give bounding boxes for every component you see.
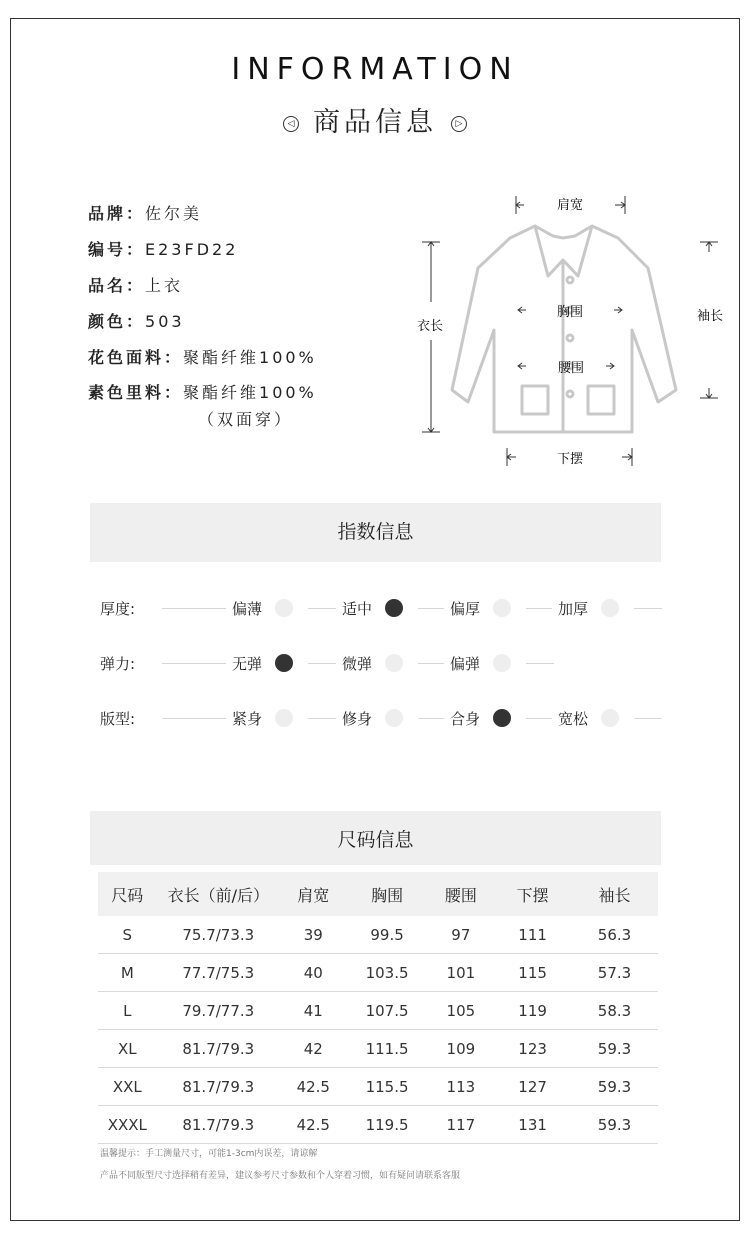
label-length: 衣长 <box>416 319 444 334</box>
note-measurement: 温馨提示：手工测量尺寸，可能1-3cm内误差，请谅解 <box>100 1149 318 1159</box>
size-cell: 81.7/79.3 <box>157 1030 280 1068</box>
table-row <box>98 992 658 1030</box>
selected-dot-icon <box>385 599 403 617</box>
index-option-无弹: 无弹 <box>232 655 263 673</box>
size-cell: 119 <box>494 992 571 1030</box>
size-cell: XXL <box>98 1068 157 1106</box>
size-cell: 103.5 <box>347 954 428 992</box>
size-cell: 127 <box>494 1068 571 1106</box>
size-header-cell: 尺码 <box>98 872 157 916</box>
size-cell: 99.5 <box>347 916 428 954</box>
index-option-偏厚: 偏厚 <box>450 600 481 618</box>
size-cell: 59.3 <box>571 1030 658 1068</box>
info-lining: 素色里料：聚酯纤维100% <box>88 383 317 402</box>
size-cell: 42.5 <box>280 1106 347 1144</box>
jacket-diagram <box>410 190 740 480</box>
left-arrow-icon: ◁ <box>283 116 299 132</box>
size-cell: 115 <box>494 954 571 992</box>
size-cell: 56.3 <box>571 916 658 954</box>
size-cell: 41 <box>280 992 347 1030</box>
size-cell: S <box>98 916 157 954</box>
label-waist: 腰围 <box>557 361 585 376</box>
size-cell: 59.3 <box>571 1068 658 1106</box>
size-cell: L <box>98 992 157 1030</box>
info-brand: 品牌：佐尔美 <box>88 204 203 223</box>
size-cell: 131 <box>494 1106 571 1144</box>
label-sleeve: 袖长 <box>696 309 724 324</box>
size-cell: 42.5 <box>280 1068 347 1106</box>
label-shoulder: 肩宽 <box>556 198 584 213</box>
index-option-加厚: 加厚 <box>558 600 589 618</box>
size-table-body <box>98 916 658 1144</box>
size-cell: 123 <box>494 1030 571 1068</box>
size-cell: 115.5 <box>347 1068 428 1106</box>
size-table <box>98 872 658 1144</box>
info-lining-note: （双面穿） <box>198 410 294 429</box>
size-cell: 58.3 <box>571 992 658 1030</box>
size-cell: 105 <box>428 992 495 1030</box>
size-cell: 75.7/73.3 <box>157 916 280 954</box>
index-option-偏弹: 偏弹 <box>450 655 481 673</box>
info-color: 颜色：503 <box>88 312 185 331</box>
size-header-cell: 肩宽 <box>280 872 347 916</box>
label-hem: 下摆 <box>556 452 584 467</box>
table-row <box>98 1106 658 1144</box>
unselected-dot-icon <box>275 709 293 727</box>
index-option-修身: 修身 <box>342 710 373 728</box>
size-cell: XL <box>98 1030 157 1068</box>
index-row-label: 弹力: <box>100 655 136 673</box>
size-cell: 79.7/77.3 <box>157 992 280 1030</box>
size-cell: 42 <box>280 1030 347 1068</box>
selected-dot-icon <box>275 654 293 672</box>
size-cell: 81.7/79.3 <box>157 1106 280 1144</box>
info-code: 编号：E23FD22 <box>88 240 239 259</box>
info-fabric: 花色面料：聚酯纤维100% <box>88 348 317 367</box>
unselected-dot-icon <box>493 599 511 617</box>
size-cell: 117 <box>428 1106 495 1144</box>
index-option-合身: 合身 <box>450 710 481 728</box>
index-option-微弹: 微弹 <box>342 655 373 673</box>
size-cell: 77.7/75.3 <box>157 954 280 992</box>
size-section-title: 尺码信息 <box>90 811 661 865</box>
size-cell: 111 <box>494 916 571 954</box>
size-cell: M <box>98 954 157 992</box>
size-cell: 39 <box>280 916 347 954</box>
table-row <box>98 1030 658 1068</box>
size-cell: 40 <box>280 954 347 992</box>
index-option-偏薄: 偏薄 <box>232 600 263 618</box>
table-row <box>98 954 658 992</box>
size-cell: 109 <box>428 1030 495 1068</box>
size-header-cell: 衣长（前/后） <box>157 872 280 916</box>
size-header-cell: 腰围 <box>428 872 495 916</box>
index-option-紧身: 紧身 <box>232 710 263 728</box>
selected-dot-icon <box>493 709 511 727</box>
unselected-dot-icon <box>493 654 511 672</box>
size-cell: XXXL <box>98 1106 157 1144</box>
note-size-advice: 产品不同版型尺寸选择稍有差异，建议参考尺寸参数和个人穿着习惯，如有疑问请联系客服 <box>100 1171 461 1181</box>
size-cell: 101 <box>428 954 495 992</box>
size-cell: 119.5 <box>347 1106 428 1144</box>
size-cell: 57.3 <box>571 954 658 992</box>
unselected-dot-icon <box>275 599 293 617</box>
info-name: 品名：上衣 <box>88 276 184 295</box>
index-option-适中: 适中 <box>342 600 373 618</box>
label-chest: 胸围 <box>556 305 584 320</box>
size-cell: 111.5 <box>347 1030 428 1068</box>
unselected-dot-icon <box>601 709 619 727</box>
size-header-cell: 下摆 <box>494 872 571 916</box>
title-chinese-text: 商品信息 <box>313 107 437 138</box>
table-row <box>98 1068 658 1106</box>
unselected-dot-icon <box>601 599 619 617</box>
table-row <box>98 916 658 954</box>
size-cell: 107.5 <box>347 992 428 1030</box>
size-header-cell: 袖长 <box>571 872 658 916</box>
size-table-header <box>98 872 658 916</box>
size-header-cell: 胸围 <box>347 872 428 916</box>
index-rows <box>0 580 750 750</box>
size-cell: 81.7/79.3 <box>157 1068 280 1106</box>
unselected-dot-icon <box>385 709 403 727</box>
index-row-label: 版型: <box>100 710 136 728</box>
index-row-label: 厚度: <box>100 600 136 618</box>
size-cell: 97 <box>428 916 495 954</box>
index-section-title: 指数信息 <box>90 503 661 562</box>
title-english: INFORMATION <box>231 52 519 87</box>
size-cell: 59.3 <box>571 1106 658 1144</box>
index-option-宽松: 宽松 <box>558 710 589 728</box>
unselected-dot-icon <box>385 654 403 672</box>
title-chinese <box>0 100 750 139</box>
right-arrow-icon: ▷ <box>451 116 467 132</box>
size-cell: 113 <box>428 1068 495 1106</box>
